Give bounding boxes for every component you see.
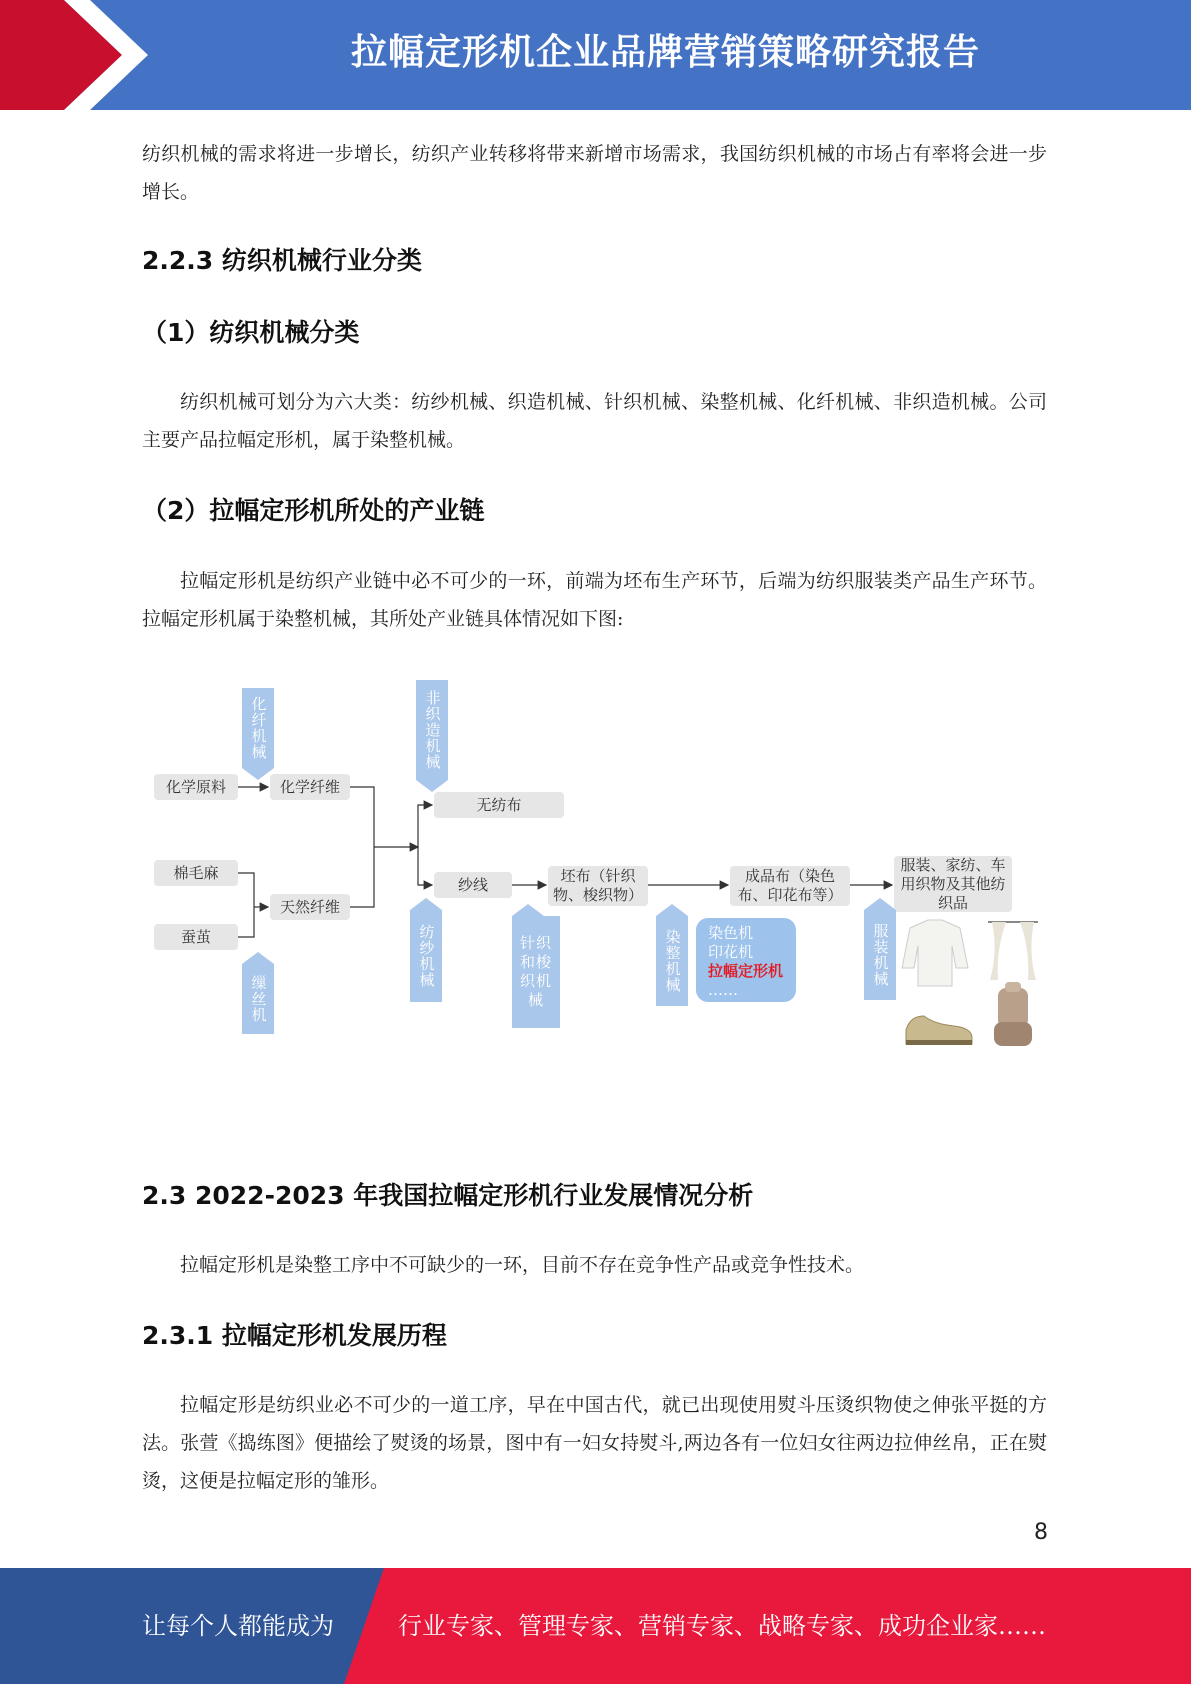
page-footer	[0, 1568, 1191, 1684]
car-seat-icon	[994, 982, 1032, 1046]
tag-nonwoven-machinery: 非织造机械	[416, 680, 448, 780]
tag-knitting-weaving-machinery: 针织和梭织机械	[512, 916, 560, 1028]
section-heading-2-3-1: 2.3.1 拉幅定形机发展历程	[142, 1321, 447, 1350]
dye-list-ellipsis: ……	[708, 981, 738, 999]
shoe-icon	[906, 1016, 972, 1045]
section-heading-2-2-3: 2.2.3 纺织机械行业分类	[142, 246, 422, 275]
section-2-3-paragraph: 拉幅定形机是染整工序中不可缺少的一环，目前不存在竞争性产品或竞争性技术。	[180, 1254, 865, 1276]
box-finished-fabric: 成品布（染色布、印花布等）	[730, 866, 850, 906]
footer-slogan-left: 让每个人都能成为	[142, 1612, 334, 1640]
box-chemical-raw-material: 化学原料	[154, 774, 238, 800]
classification-paragraph: 纺织机械可划分为六大类：纺纱机械、织造机械、针织机械、染整机械、化纤机械、非织造机械。公司主要产品拉幅定形机，属于染整机械。	[142, 391, 1047, 451]
history-paragraph: 拉幅定形是纺织业必不可少的一道工序，早在中国古代，就已出现使用熨斗压烫织物使之伸张平挺的方法。张萱《捣练图》便描绘了熨烫的场景，图中有一妇女持熨斗,两边各有一位妇女往两边拉伸丝帛，正在熨烫，这便是拉幅定形的雏形。	[142, 1394, 1047, 1492]
tag-dyeing-finishing-machinery: 染整机械	[656, 916, 688, 1006]
intro-paragraph: 纺织机械的需求将进一步增长，纺织产业转移将带来新增市场需求，我国纺织机械的市场占有率将会进一步增长。	[142, 143, 1047, 203]
industry-chain-diagram	[150, 670, 1050, 1080]
industry-chain-paragraph: 拉幅定形机是纺织产业链中必不可少的一环，前端为坯布生产环节，后端为纺织服装类产品生产环节。拉幅定形机属于染整机械，其所处产业链具体情况如下图:	[142, 570, 1047, 630]
section-heading-2-3: 2.3 2022-2023 年我国拉幅定形机行业发展情况分析	[142, 1181, 754, 1210]
box-silkworm-cocoon: 蚕茧	[154, 924, 238, 950]
box-nonwoven: 无纺布	[434, 792, 564, 818]
tag-chemical-fiber-machinery: 化纤机械	[242, 688, 274, 768]
dye-list-dyeing-machine: 染色机	[708, 924, 754, 942]
dyeing-machine-list	[696, 918, 796, 1002]
tag-spinning-machinery: 纺纱机械	[410, 910, 442, 1002]
box-cotton-wool-linen: 棉毛麻	[154, 860, 238, 886]
page-header	[0, 0, 1191, 110]
box-chemical-fiber: 化学纤维	[270, 774, 350, 800]
page-number: 8	[1034, 1520, 1048, 1545]
subheading-industry-chain: （2）拉幅定形机所处的产业链	[142, 496, 485, 525]
tag-apparel-machinery: 服装机械	[864, 910, 896, 1000]
dye-list-stenter-highlight: 拉幅定形机	[708, 962, 784, 980]
sweater-icon	[902, 920, 968, 986]
box-apparel-textiles: 服装、家纺、车用织物及其他纺织品	[894, 856, 1012, 912]
box-greige-fabric: 坯布（针织物、梭织物）	[548, 866, 648, 906]
dye-list-printing-machine: 印花机	[708, 943, 754, 961]
box-natural-fiber: 天然纤维	[270, 894, 350, 920]
tag-silk-reeling-machine: 缫丝机	[242, 964, 274, 1034]
report-title: 拉幅定形机企业品牌营销策略研究报告	[350, 32, 980, 73]
curtain-icon	[988, 922, 1038, 980]
subheading-classification: （1）纺织机械分类	[142, 318, 360, 347]
footer-slogan-right: 行业专家、管理专家、营销专家、战略专家、成功企业家……	[398, 1612, 1046, 1640]
box-yarn: 纱线	[434, 872, 512, 898]
header-chevron-icon	[0, 0, 160, 110]
